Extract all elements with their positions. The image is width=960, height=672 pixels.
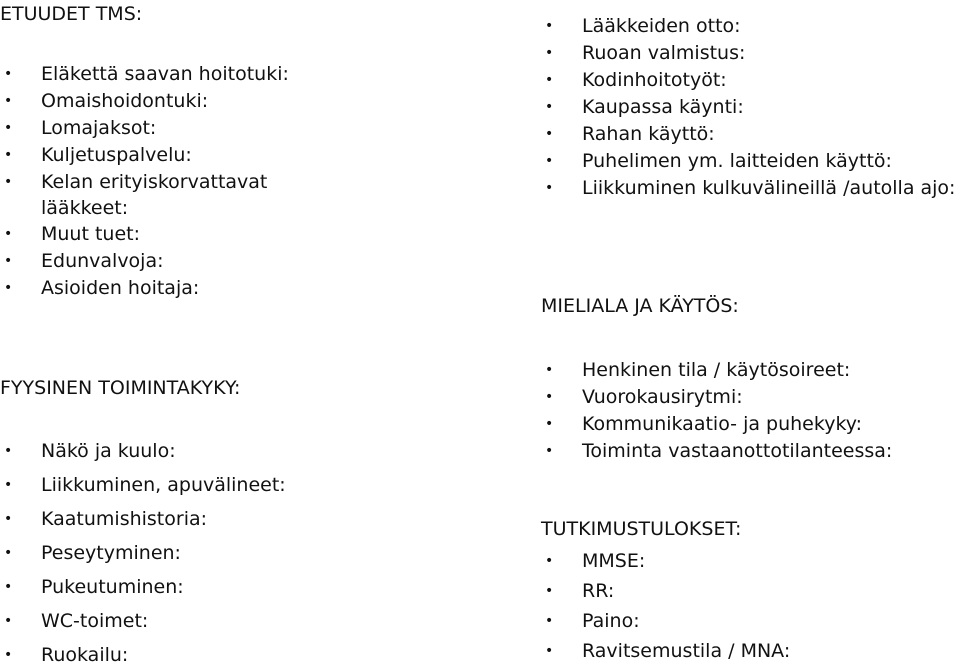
- list-item: • Ruokailu:: [0, 638, 470, 672]
- bullet-icon: •: [545, 613, 554, 629]
- bullet-icon: •: [545, 45, 554, 61]
- list-item: • Lääkkeiden otto:: [541, 13, 960, 40]
- list-item: • Henkinen tila / käytösoireet:: [541, 357, 960, 384]
- list-item: • Eläkettä saavan hoitotuki:: [0, 61, 470, 88]
- list-item: • Muut tuet:: [0, 221, 470, 248]
- bullet-icon: •: [4, 93, 13, 109]
- bullet-icon: •: [4, 579, 13, 595]
- bullet-icon: •: [545, 99, 554, 115]
- section-heading-test-results: TUTKIMUSTULOKSET:: [541, 518, 742, 540]
- bullet-icon: •: [545, 18, 554, 34]
- list-item: • Liikkuminen kulkuvälineillä /autolla ajo:: [541, 175, 960, 201]
- bullet-icon: •: [545, 443, 554, 459]
- bullet-icon: •: [545, 126, 554, 142]
- test-results-list: [541, 546, 960, 666]
- bullet-icon: •: [4, 147, 13, 163]
- bullet-icon: •: [545, 583, 554, 599]
- daily-activities-list: [541, 13, 960, 201]
- bullet-icon: •: [4, 253, 13, 269]
- list-item: • Kelan erityiskorvattavat lääkkeet:: [4, 171, 268, 219]
- bullet-icon: •: [4, 66, 13, 82]
- list-item: • Kommunikaatio- ja puhekyky:: [541, 411, 960, 438]
- bullet-icon: •: [4, 120, 13, 136]
- bullet-icon: •: [4, 511, 13, 527]
- list-item: • Liikkuminen, apuvälineet:: [0, 468, 470, 502]
- physical-ability-list: [0, 434, 470, 672]
- list-item: • Kaupassa käynti:: [541, 94, 960, 121]
- list-item: • Omaishoidontuki:: [0, 88, 470, 115]
- bullet-icon: •: [4, 174, 13, 190]
- list-item: • Paino:: [541, 606, 960, 636]
- list-item: • Edunvalvoja:: [0, 248, 470, 275]
- bullet-icon: •: [4, 545, 13, 561]
- section-heading-physical-ability: FYYSINEN TOIMINTAKYKY:: [0, 377, 241, 399]
- section-heading-mood-behavior: MIELIALA JA KÄYTÖS:: [541, 295, 739, 317]
- list-item: • Kodinhoitotyöt:: [541, 67, 960, 94]
- list-item: • Näkö ja kuulo:: [0, 434, 470, 468]
- list-item: • Puhelimen ym. laitteiden käyttö:: [541, 148, 960, 175]
- bullet-icon: •: [545, 643, 554, 659]
- bullet-icon: •: [545, 153, 554, 169]
- list-item: • Rahan käyttö:: [541, 121, 960, 148]
- list-item: • Pukeutuminen:: [0, 570, 470, 604]
- list-item: • Kaatumishistoria:: [0, 502, 470, 536]
- bullet-icon: •: [4, 613, 13, 629]
- list-item: • Ravitsemustila / MNA:: [541, 636, 960, 666]
- list-item: • Peseytyminen:: [0, 536, 470, 570]
- bullet-icon: •: [545, 416, 554, 432]
- bullet-icon: •: [4, 280, 13, 296]
- list-item: • Lomajaksot:: [0, 115, 470, 142]
- list-item: • Ruoan valmistus:: [541, 40, 960, 67]
- list-item: • Vuorokausirytmi:: [541, 384, 960, 411]
- list-item: • Asioiden hoitaja:: [0, 275, 470, 302]
- bullet-icon: •: [4, 647, 13, 663]
- bullet-icon: •: [4, 477, 13, 493]
- list-item: • Toiminta vastaanottotilanteessa:: [541, 438, 960, 465]
- bullet-icon: •: [545, 362, 554, 378]
- list-item: • MMSE:: [541, 546, 960, 576]
- bullet-icon: •: [545, 553, 554, 569]
- list-item: • RR:: [541, 576, 960, 606]
- bullet-icon: •: [545, 180, 554, 196]
- section-heading-benefits: ETUUDET TMS:: [0, 3, 143, 25]
- bullet-icon: •: [545, 72, 554, 88]
- mood-behavior-list: [541, 357, 960, 465]
- bullet-icon: •: [545, 389, 554, 405]
- bullet-icon: •: [4, 226, 13, 242]
- benefits-list: [0, 61, 470, 302]
- list-item: • Kuljetuspalvelu:: [0, 142, 470, 169]
- bullet-icon: •: [4, 443, 13, 459]
- list-item: • WC-toimet:: [0, 604, 470, 638]
